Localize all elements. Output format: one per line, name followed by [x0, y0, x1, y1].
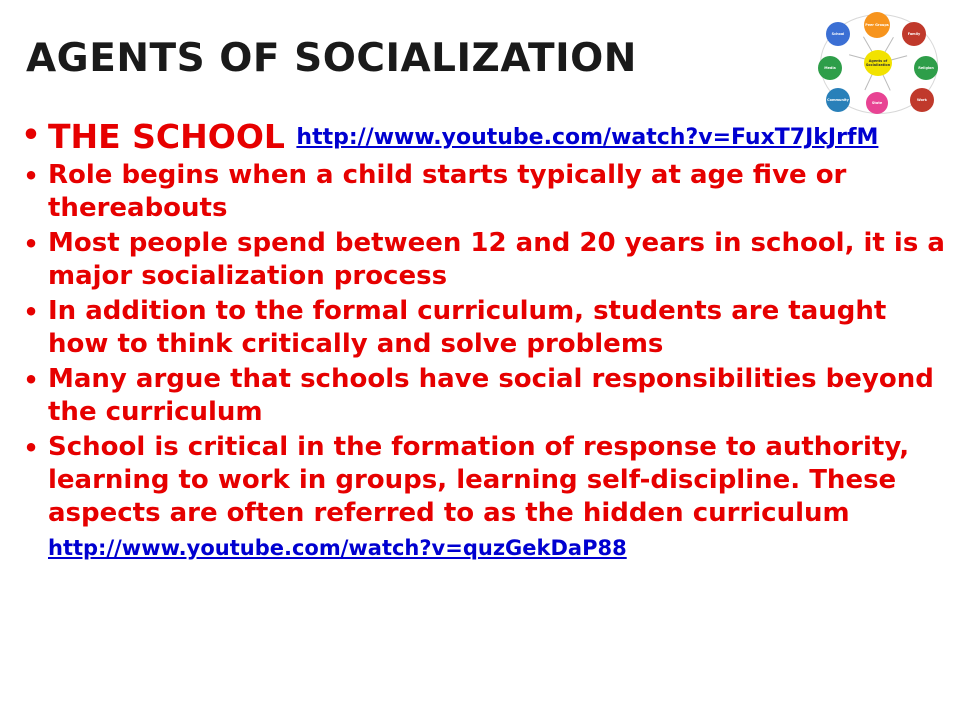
list-item	[14, 118, 950, 157]
list-item	[14, 295, 950, 361]
list-item	[14, 363, 950, 429]
bullet-label: THE SCHOOL	[48, 117, 285, 156]
bullet-text-years-in-school: Most people spend between 12 and 20 years in school, it is a major socialization process	[48, 228, 945, 291]
list-item	[14, 431, 950, 565]
diagram-node-school: School	[826, 22, 850, 46]
bullet-marker: •	[23, 162, 39, 190]
bullet-text-the-school	[48, 118, 950, 157]
bullet-marker: •	[21, 118, 41, 153]
diagram-node-peer-groups: Peer Groups	[864, 12, 890, 38]
diagram-node-work: Work	[910, 88, 934, 112]
diagram-node-state: State	[866, 92, 888, 114]
diagram-node-religion: Religion	[914, 56, 938, 80]
youtube-link-quzgekdap88[interactable]: http://www.youtube.com/watch?v=quzGekDaP88	[48, 536, 627, 560]
bullet-list	[14, 118, 950, 567]
agents-of-socialization-diagram	[814, 8, 942, 118]
bullet-text-formal-curriculum: In addition to the formal curriculum, students are taught how to think critically and solve problems	[48, 296, 887, 359]
bullet-marker: •	[23, 366, 39, 394]
diagram-node-media: Media	[818, 56, 842, 80]
list-item	[14, 227, 950, 293]
bullet-marker: •	[23, 298, 39, 326]
bullet-marker: •	[23, 230, 39, 258]
bullet-text-role-begins: Role begins when a child starts typically at age five or thereabouts	[48, 160, 847, 223]
bullet-text-social-responsibilities: Many argue that schools have social responsibilities beyond the curriculum	[48, 364, 934, 427]
youtube-link-fuxt7jkjrfm[interactable]: http://www.youtube.com/watch?v=FuxT7JkJrfM	[296, 125, 879, 150]
page-title: AGENTS OF SOCIALIZATION	[26, 36, 637, 81]
diagram-node-family: Family	[902, 22, 926, 46]
bullet-label: School is critical in the formation of response to authority, learning to work in groups, learning self-discipline. These aspects are often referred to as the hidden curriculum	[48, 432, 910, 528]
diagram-center-label: Agents of Socialization	[864, 50, 892, 76]
diagram-node-community: Community	[826, 88, 850, 112]
list-item	[14, 159, 950, 225]
bullet-marker: •	[23, 434, 39, 462]
bullet-text-hidden-curriculum	[48, 431, 950, 565]
